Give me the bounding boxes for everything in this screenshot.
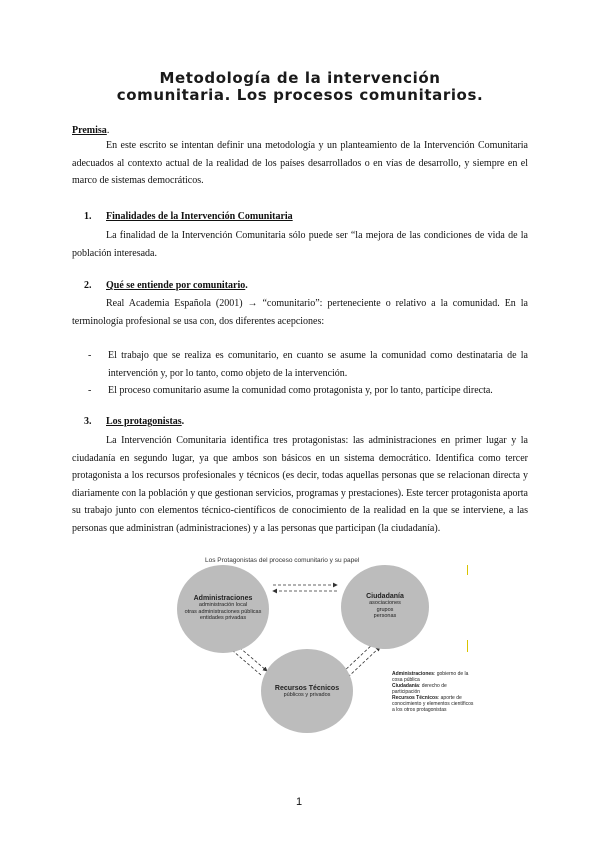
list-item: - El trabajo que se realiza es comunitario, en cuanto se asume la comunidad como destinataria de la intervención y, por lo tanto, como objeto de la intervención.: [88, 347, 528, 382]
bullet-1-text: El trabajo que se realiza es comunitario, en cuanto se asume la comunidad como destinataria de la intervención y, por lo tanto, como objeto de la intervención.: [108, 350, 528, 379]
rec-name: Recursos Técnicos: [274, 685, 340, 692]
section-2-paragraph: [72, 295, 528, 330]
section-1-title: Finalidades de la Intervención Comunitaria: [106, 211, 293, 222]
section-2-text: Real Academia Española (2001) → “comunitario”: perteneciente o relativo a la comunidad. En la terminología profesional se usa con, dos diferentes acepciones:: [72, 298, 528, 327]
diagram-legend: Administraciones: gobierno de la cosa pública Ciudadanía: derecho de participación Recursos Técnicos: aporte de conocimiento y elementos científicos a los otros protagonistas: [392, 671, 474, 713]
section-2-number: 2.: [84, 280, 92, 291]
arrow-rec-to-ciud: [348, 647, 380, 677]
premisa-paragraph: [72, 137, 528, 190]
title-line-1: Metodología de la intervención: [159, 69, 441, 87]
ciud-name: Ciudadanía: [366, 593, 404, 600]
protagonists-diagram: [175, 553, 475, 733]
section-1-heading: [84, 211, 293, 222]
section-3-number: 3.: [84, 416, 92, 427]
section-1-paragraph: [72, 227, 528, 262]
ciudadania-circle: Ciudadanía asociaciones grupos personas: [341, 565, 429, 649]
list-item: - El proceso comunitario asume la comunidad como protagonista y, por lo tanto, partícipe directa.: [88, 382, 528, 400]
section-3-text: La Intervención Comunitaria identifica tres protagonistas: las administraciones en primer lugar y la ciudadanía en segundo lugar, ya que ambos son básicos en un sistema democrático. Identifica como tercer protagonista a los recursos profesionales y técnicos (es decir, todas aquellas personas que se relacionan directa y diariamente con la población y que gestionan servicios, programas y prestaciones). Este tercer protagonista aporta su trabajo junto con elementos técnico-científicos de conocimiento de la realidad en la que se interviene, a las personas que administran (administraciones) y a las personas que participan (la ciudadanía).: [72, 435, 528, 534]
section-2-title: Qué se entiende por comunitario: [106, 280, 246, 291]
page-title: [60, 70, 540, 104]
administraciones-circle: Administraciones administración local otras administraciones públicas entidades privadas: [177, 565, 269, 653]
recursos-circle: Recursos Técnicos públicos y privados: [261, 649, 353, 733]
section-3-paragraph: [72, 432, 528, 537]
page-number: 1: [296, 796, 303, 808]
arrow-ciud-to-rec: [342, 643, 374, 673]
diagram-title: Los Protagonistas del proceso comunitario y su papel: [205, 557, 360, 564]
section-2-heading: 2. Qué se entiende por comunitario.: [84, 280, 248, 291]
admin-name: Administraciones: [193, 595, 253, 602]
section-1-text: La finalidad de la Intervención Comunitaria sólo puede ser “la mejora de las condiciones de vida de la población interesada.: [72, 230, 528, 259]
premisa-label-line: Premisa.: [72, 125, 110, 136]
title-line-2: comunitaria. Los procesos comunitarios.: [116, 86, 484, 104]
section-3-heading: 3. Los protagonistas.: [84, 416, 185, 427]
premisa-text: En este escrito se intentan definir una metodología y un planteamiento de la Intervención Comunitaria adecuados al contexto actual de la realidad de los países desarrollados o en vías de desarrollo, y siempre en el marco de sistemas democráticos.: [72, 140, 528, 186]
scan-mark: [467, 640, 468, 652]
section-3-title: Los protagonistas: [106, 416, 182, 427]
section-1-number: 1.: [84, 211, 92, 222]
premisa-label: Premisa: [72, 125, 107, 136]
bullet-2-text: El proceso comunitario asume la comunidad como protagonista y, por lo tanto, partícipe directa.: [108, 385, 493, 396]
scan-mark: [467, 565, 468, 575]
